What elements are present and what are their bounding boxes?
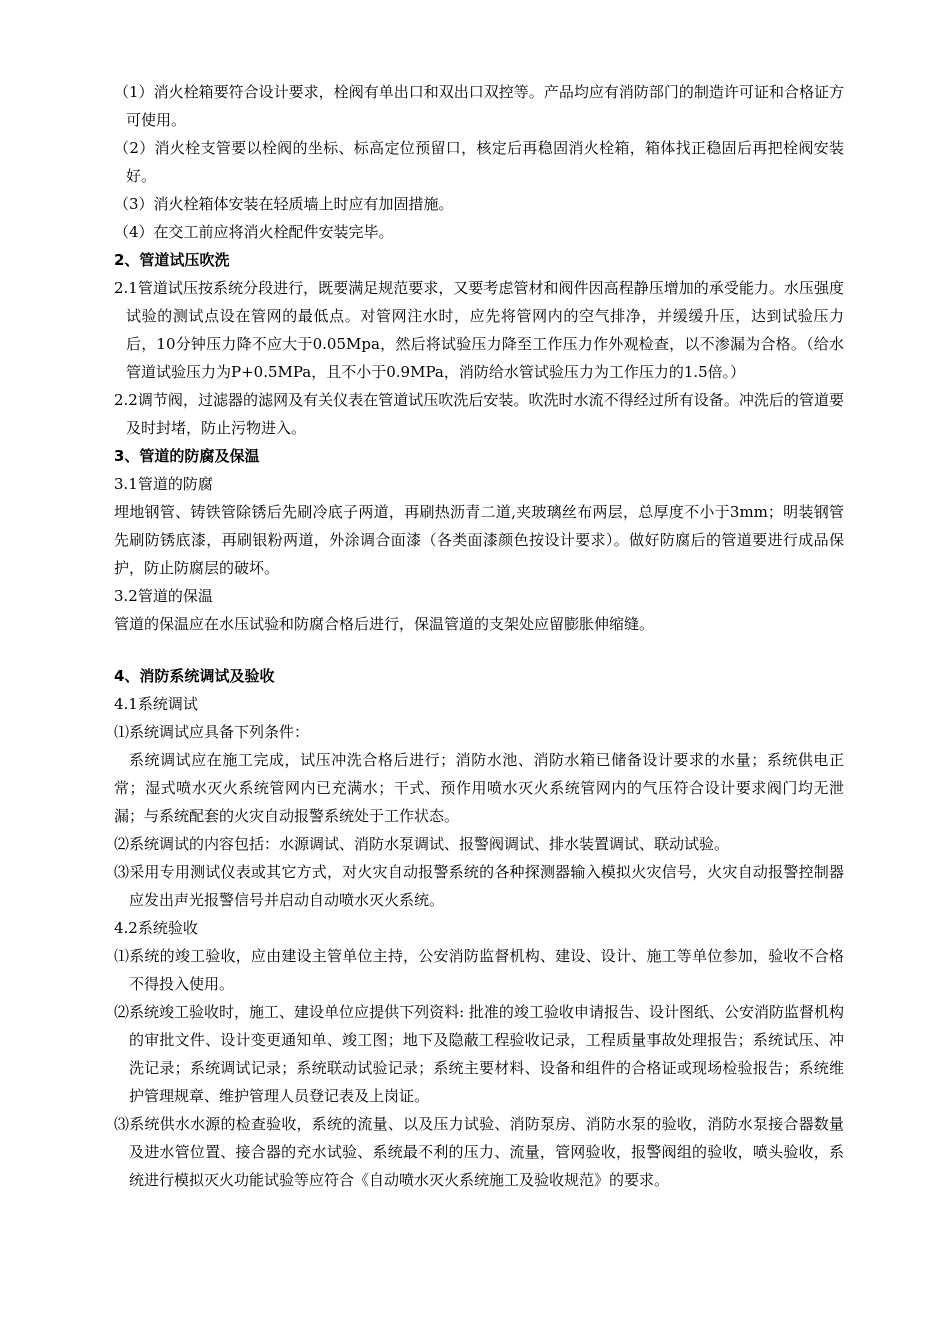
debug-item-1-text: 系统调试应在施工完成，试压冲洗合格后进行；消防水池、消防水箱已储备设计要求的水量；系统供电正常；湿式喷水灭火系统管网内已充满水；干式、预作用喷水灭火系统管网内的气压符合设计要求阀门均无泄漏；与系统配套的火灾自动报警系统处于工作状态。 <box>114 751 844 825</box>
section-2-heading: 2、管道试压吹洗 <box>114 251 230 269</box>
section-2-paragraph-2: 2.2调节阀，过滤器的滤网及有关仪表在管道试压吹洗后安装。吹洗时水流不得经过所有设备。冲洗后的管道要及时封堵，防止污物进入。 <box>114 391 844 437</box>
section-4-subheading-2: 4.2系统验收 <box>114 919 198 937</box>
acceptance-item-2: ⑵系统竣工验收时，施工、建设单位应提供下列资料: 批准的竣工验收申请报告、设计图纸、公安消防监督机构的审批文件、设计变更通知单、竣工图；地下及隐蔽工程验收记录，工程质量事故处理报告；系统试压、冲洗记录；系统调试记录；系统联动试验记录；系统主要材料、设备和组件的合格证或现场检验报告；系统维护管理规章、维护管理人员登记表及上岗证。 <box>114 1003 844 1105</box>
section-4-heading: 4、消防系统调试及验收 <box>114 667 275 685</box>
acceptance-item-3: ⑶系统供水水源的检查验收，系统的流量、以及压力试验、消防泵房、消防水泵的验收，消防水泵接合器数量及进水管位置、接合器的充水试验、系统最不利的压力、流量，管网验收，报警阀组的验收，喷头验收，系统进行模拟灭火功能试验等应符合《自动喷水灭火系统施工及验收规范》的要求。 <box>114 1115 844 1189</box>
hydrant-item-4: （4）在交工前应将消火栓配件安装完毕。 <box>114 223 394 241</box>
section-3-subheading-1: 3.1管道的防腐 <box>114 475 213 493</box>
section-3-subheading-2: 3.2管道的保温 <box>114 587 213 605</box>
acceptance-item-1: ⑴系统的竣工验收，应由建设主管单位主持，公安消防监督机构、建设、设计、施工等单位参加，验收不合格不得投入使用。 <box>114 947 844 993</box>
hydrant-item-1: （1）消火栓箱要符合设计要求，栓阀有单出口和双出口双控等。产品均应有消防部门的制造许可证和合格证方可使用。 <box>114 83 844 129</box>
section-spacer <box>114 638 844 662</box>
section-3-text-2: 管道的保温应在水压试验和防腐合格后进行，保温管道的支架处应留膨胀伸缩缝。 <box>114 615 655 633</box>
debug-item-1: ⑴系统调试应具备下列条件： <box>114 723 310 741</box>
section-4-subheading-1: 4.1系统调试 <box>114 695 198 713</box>
section-2-paragraph-1: 2.1管道试压按系统分段进行，既要满足规范要求，又要考虑管材和阀件因高程静压增加的承受能力。水压强度试验的测试点设在管网的最低点。对管网注水时，应先将管网内的空气排净，并缓缓升压，达到试验压力后，10分钟压力降不应大于0.05Mpa，然后将试验压力降至工作压力作外观检查，以不渗漏为合格。（给水管道试验压力为P+0.5MPa，且不小于0.9MPa，消防给水管试验压力为工作压力的1.5倍。） <box>114 279 844 381</box>
document-page <box>114 78 844 1194</box>
hydrant-item-3: （3）消火栓箱体安装在轻质墙上时应有加固措施。 <box>114 195 454 213</box>
section-3-heading: 3、管道的防腐及保温 <box>114 447 260 465</box>
hydrant-item-2: （2）消火栓支管要以栓阀的坐标、标高定位预留口，核定后再稳固消火栓箱，箱体找正稳固后再把栓阀安装好。 <box>114 139 844 185</box>
debug-item-3: ⑶采用专用测试仪表或其它方式，对火灾自动报警系统的各种探测器输入模拟火灾信号，火灾自动报警控制器应发出声光报警信号并启动自动喷水灭火系统。 <box>114 863 844 909</box>
debug-item-2: ⑵系统调试的内容包括：水源调试、消防水泵调试、报警阀调试、排水装置调试、联动试验。 <box>114 835 730 853</box>
section-3-text-1: 埋地钢管、铸铁管除锈后先刷冷底子两道，再刷热沥青二道,夹玻璃丝布两层，总厚度不小于3mm；明装钢管先刷防锈底漆，再刷银粉两道，外涂调合面漆（各类面漆颜色按设计要求）。做好防腐后的管道要进行成品保护，防止防腐层的破坏。 <box>114 503 844 577</box>
